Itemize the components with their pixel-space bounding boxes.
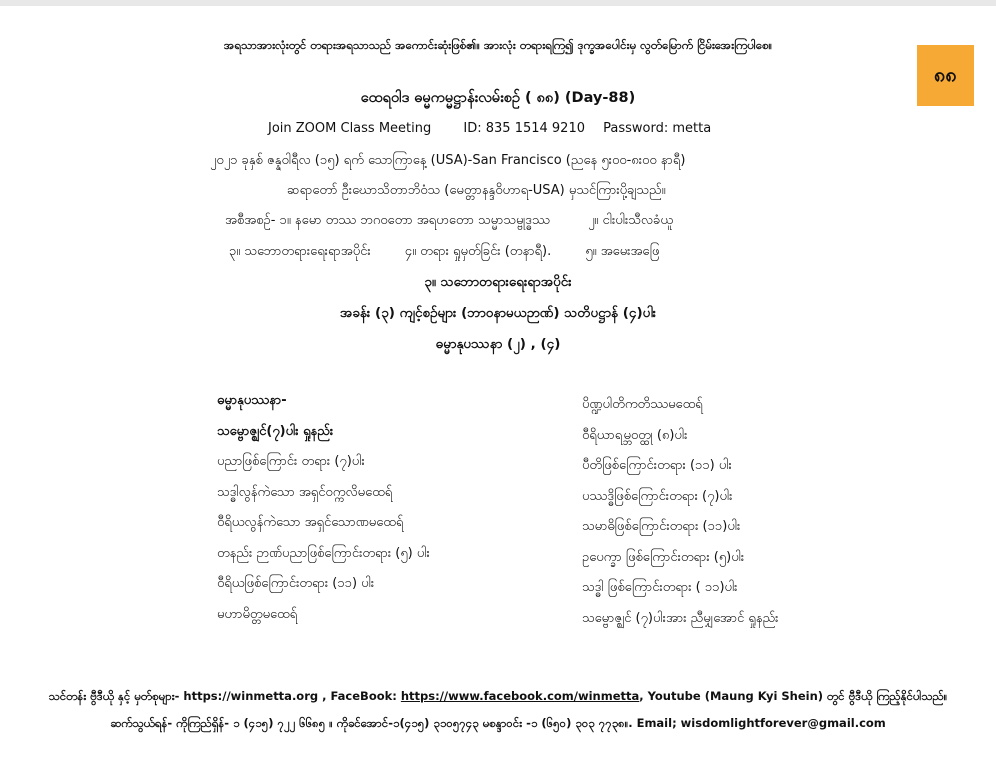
list-item: မဟာမိတ္တမထေရ်	[217, 606, 298, 622]
footer-prefix: သင်တန်း ဗွီဒီယို နှင့် မှတ်စုများ- https://winmetta.org , FaceBook:	[48, 689, 401, 703]
list-item: တနည်း ဉာဏ်ပညာဖြစ်ကြောင်းတရား (၅) ပါး	[217, 545, 430, 561]
schedule-item-1: အစီအစဉ်- ၁။ နမော တဿ ဘဂဝတော အရဟတော သမ္မာသမ္ဗုဒ္ဓဿ	[225, 213, 550, 228]
schedule-item-2: ၂။ ငါးပါးသီလခံယူ	[588, 213, 673, 228]
footer-suffix: , Youtube (Maung Kyi Shein) တွင် ဗွီဒီယို ကြည့်နိုင်ပါသည်။	[639, 689, 948, 703]
meeting-password: Password: metta	[603, 121, 712, 136]
meeting-line	[268, 121, 711, 136]
list-item: ပိဏ္ဍပါတိကတိဿမထေရ်	[582, 397, 703, 412]
meeting-label: Join ZOOM Class Meeting	[268, 121, 432, 136]
left-column	[217, 386, 430, 630]
section-heading: ၃။ သဘောတရားရေးရာအပိုင်း	[424, 274, 572, 290]
page-title: ထေရဝါဒ ဓမ္မကမ္မဋ္ဌာန်းလမ်းစဉ် ( ၈၈) (Day-88)	[360, 90, 636, 106]
list-item: သမ္ဗောဇ္ဈင် (၇)ပါးအား ညီမျှအောင် ရှုနည်း	[582, 610, 779, 626]
schedule-line-1	[225, 212, 673, 231]
left-column-heading: ဓမ္မာနုပဿနာ-	[217, 393, 287, 408]
list-item: ပီတိဖြစ်ကြောင်းတရား (၁၁) ပါး	[582, 458, 732, 473]
schedule-item-4: ၄။ တရား ရှုမှတ်ခြင်း (တနာရီ).	[404, 244, 552, 259]
schedule-item-3: ၃။ သဘောတရားရေးရာအပိုင်း	[229, 244, 371, 259]
teacher-line: ဆရာတော် ဦးဃောသိတာဘိဝံသ (မေတ္တာနန္ဒဝိဟာရ-USA) မှသင်ကြားပို့ချသည်။	[287, 183, 666, 198]
right-column	[582, 390, 778, 634]
top-bar	[0, 0, 996, 6]
page-number: ၈၈	[934, 61, 957, 86]
list-item: ဝီရိယဖြစ်ကြောင်းတရား (၁၁) ပါး	[217, 576, 375, 591]
footer-contacts: ဆက်သွယ်ရန်- ကိုကြည်ရှိန်- ၁ (၄၁၅) ၇၂၂ ၆၆၈၅ ။ ကိုခင်အောင်-၁(၄၁၅) ၃၁၀၅၇၄၃ မစန္ဒာဝင်း -၁ (၆၅၀) ၃၀၃ ၇၇၃၈။. Email; wisdomlightforever@gmail.com	[110, 716, 886, 730]
list-item: ပဿဒ္ဓိဖြစ်ကြောင်းတရား (၇)ပါး	[582, 488, 733, 504]
header-note: အရသာအားလုံးတွင် တရားအရသာသည် အကောင်းဆုံးဖြစ်၏။ အားလုံး တရားရကြ၍ ဒုက္ခအပေါင်းမှ လွတ်မြောက် ငြိမ်းအေးကြပါစေ။	[223, 38, 773, 52]
list-item: သဒ္ဓါ ဖြစ်ကြောင်းတရား ( ၁၁)ပါး	[582, 580, 738, 595]
list-item: သမာဓိဖြစ်ကြောင်းတရား (၁၁)ပါး	[582, 519, 741, 534]
list-item: သဒ္ဓါလွန်ကဲသော အရှင်ဝက္ကလိမထေရ်	[217, 484, 393, 500]
date-line: ၂၀၂၁ ခုနှစ် ဇန္နဝါရီလ (၁၅) ရက် သောကြာနေ့ (USA)-San Francisco (ညနေ ၅း၀၀-၈း၀၀ နာရီ)	[210, 153, 686, 168]
list-item: ပညာဖြစ်ကြောင်း တရား (၇)ပါး	[217, 454, 365, 469]
schedule-line-2	[229, 243, 659, 262]
list-item: ဝီရိယလွန်ကဲသော အရှင်သောဏမထေရ်	[217, 515, 404, 530]
meeting-id: ID: 835 1514 9210	[463, 121, 585, 136]
list-item: ဝီရိယာရမ္ဘဝတ္ထု (၈)ပါး	[582, 427, 688, 443]
facebook-link[interactable]: https://www.facebook.com/winmetta	[400, 689, 640, 703]
footer-links	[0, 689, 996, 706]
section-topic: ဓမ္မာနုပဿနာ (၂) , (၄)	[435, 336, 561, 352]
left-column-subheading: သမ္ဗောဇ္ဈင်(၇)ပါး ရှုနည်း	[217, 423, 334, 439]
schedule-item-5: ၅။ အမေးအဖြေ	[585, 244, 660, 259]
section-subheading: အခန်း (၃) ကျင့်စဉ်များ (ဘာဝနာမယဉာဏ်) သတိပဋ္ဌာန် (၄)ပါး	[339, 305, 657, 321]
list-item: ဥပေက္ခာ ဖြစ်ကြောင်းတရား (၅)ပါး	[582, 549, 745, 565]
